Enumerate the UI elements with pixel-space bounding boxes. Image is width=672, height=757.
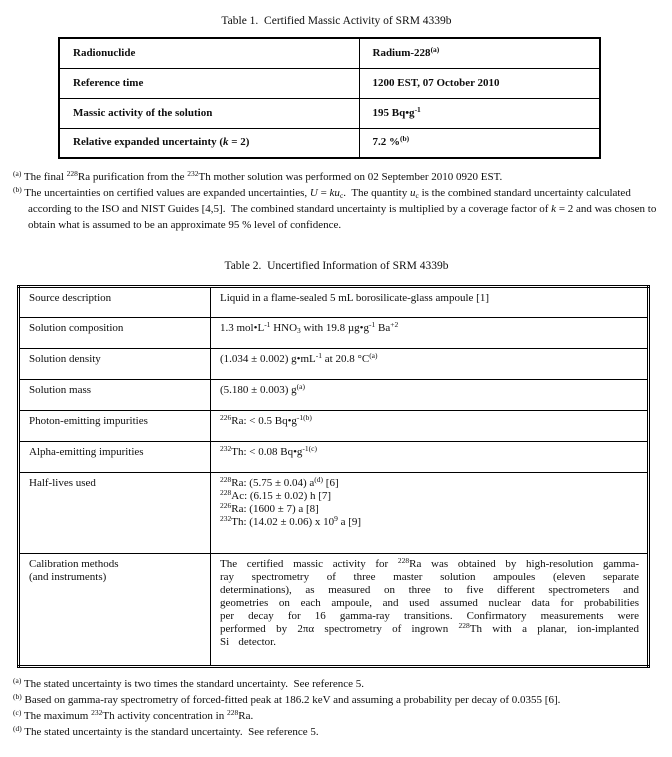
table-row [19, 349, 649, 380]
table1-caption: Table 1. Certified Massic Activity of SRM 4339b [221, 15, 452, 27]
footnote: $^{(c)}$ The maximum $^{232}$Th activity concentration in $^{228}$Ra. [13, 708, 254, 722]
row-value-cell: 1.3 $mol•L^{-1}$ $HNO_3$ with 19.8 $\mu g•g^{-1}$ $Ba^{+2}$ [211, 318, 649, 349]
table-row [59, 128, 600, 158]
table-row [19, 318, 649, 349]
table2-body [19, 287, 649, 667]
table-row [19, 411, 649, 442]
table1-body [59, 38, 600, 158]
row-label-cell: Solution composition [19, 318, 211, 349]
table-row [59, 38, 600, 68]
table1-certified-massic-activity [58, 37, 601, 159]
table2-caption: Table 2. Uncertified Information of SRM 4339b [224, 260, 449, 272]
row-value-cell: 1200 EST, 07 October 2010 [359, 68, 600, 98]
row-value-cell: (5.180 ± 0.003) $g^{(a)}$ [211, 380, 649, 411]
row-value-cell: $^{226}$Ra: < 0.5 $Bq•g^{-1(b)}$ [211, 411, 649, 442]
row-value-cell: $^{232}$Th: < 0.08 $Bq•g^{-1(c)}$ [211, 442, 649, 473]
footnote: $^{(d)}$ The stated uncertainty is the standard uncertainty. See reference 5. [13, 724, 319, 738]
row-value-cell: 7.2 %$^{(b)}$ [359, 128, 600, 158]
row-label-cell: Solution mass [19, 380, 211, 411]
row-label-cell: Reference time [59, 68, 359, 98]
table-row [19, 380, 649, 411]
row-label-cell: Photon-emitting impurities [19, 411, 211, 442]
table-row [19, 473, 649, 554]
row-label-cell: Massic activity of the solution [59, 98, 359, 128]
table-row [19, 442, 649, 473]
table1-footnotes [13, 169, 660, 233]
row-value-cell: The certified massic activity for $^{228}$Ra was obtained by high-resolution gamma-ray spectrometry of three master solution ampoules (eleven separate determinations), as measured on three to five different spectrometers and geometries on each ampoule, and used assumed nuclear data for probabilities per decay for 16 gamma-ray transitions. Confirmatory measurements were performed by 2πα spectrometry of ingrown $^{228}$Th with a planar, ion-implanted Si detector. [211, 554, 649, 667]
table2-uncertified-information [17, 285, 650, 668]
table-row [19, 554, 649, 667]
row-value-cell: (1.034 ± 0.002) $g•mL^{-1}$ at 20.8 $^\circ C^{(a)}$ [211, 349, 649, 380]
table-row [19, 287, 649, 318]
row-label-cell: Radionuclide [59, 38, 359, 68]
row-label-cell: Calibration methods (and instruments) [19, 554, 211, 667]
row-label-cell: Half-lives used [19, 473, 211, 554]
row-value-cell: 195 $Bq•g^{-1}$ [359, 98, 600, 128]
row-label-cell: Relative expanded uncertainty (k = 2) [59, 128, 359, 158]
row-value-cell: Radium-228$^{(a)}$ [359, 38, 600, 68]
row-label-cell: Source description [19, 287, 211, 318]
footnote: $^{(a)}$ The stated uncertainty is two times the standard uncertainty. See reference 5. [13, 676, 365, 690]
row-label-cell: Solution density [19, 349, 211, 380]
footnote: $^{(b)}$ The uncertainties on certified values are expanded uncertainties, $U = ku_c$. The quantity $u_c$ is the combined standard uncertainty calculated according to the ISO and NIST Guides [4,5]. The combined standard uncertainty is multiplied by a coverage factor of k = 2 and was chosen to obtain what is assumed to be an approximate 95 % level of confidence. [13, 185, 660, 231]
row-value-cell: $^{228}$Ra: (5.75 ± 0.04) $a^{(d)}$ [6] $^{228}$Ac: (6.15 ± 0.02) h [7] $^{226}$Ra: (1600 ± 7) a [8] $^{232}$Th: (14.02 ± 0.06) x $10^9$ a [9] [211, 473, 649, 554]
footnote: $^{(b)}$ Based on gamma-ray spectrometry of forced-fitted peak at 186.2 keV and assuming a probability per decay of 0.0355 [6]. [13, 692, 561, 706]
table-row [59, 68, 600, 98]
table2-footnotes [13, 676, 660, 740]
row-value-cell: Liquid in a flame-sealed 5 mL borosilicate-glass ampoule [1] [211, 287, 649, 318]
footnote: $^{(a)}$ The final $^{228}$Ra purification from the $^{232}$Th mother solution was performed on 02 September 2010 0920 EST. [13, 169, 503, 183]
row-label-cell: Alpha-emitting impurities [19, 442, 211, 473]
table-row [59, 98, 600, 128]
